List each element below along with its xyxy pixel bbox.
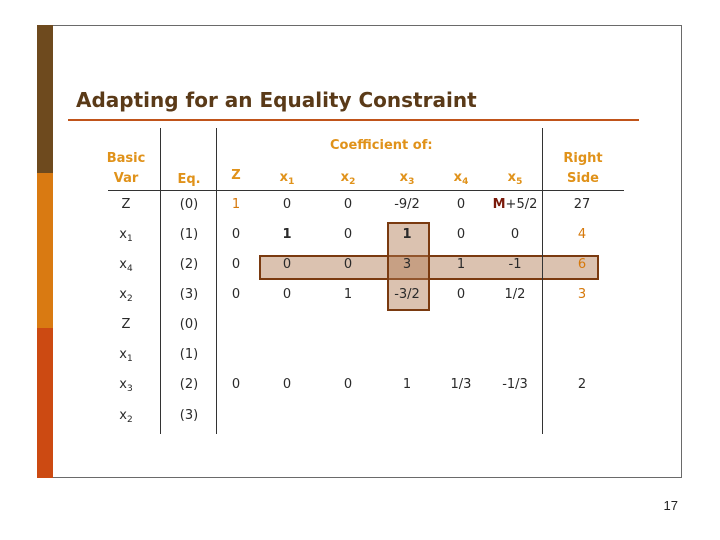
cell-x5 [488, 257, 542, 272]
slide-title: Adapting for an Equality Constraint [76, 88, 477, 112]
x5-value: -1 [508, 257, 522, 272]
cell-rhs: 4 [577, 227, 587, 242]
x1-base: x [279, 170, 289, 185]
basic-var-sub: 1 [126, 354, 133, 364]
cell-x2: 0 [343, 227, 353, 242]
cell-basic-var [106, 227, 146, 244]
col-header-basic-var [106, 149, 146, 189]
cell-eq: (0) [179, 317, 199, 332]
col-header-right-side-line2: Side [567, 171, 599, 186]
cell-x1: 0 [282, 197, 292, 212]
cell-x3: 3 [402, 257, 412, 272]
table-divider-bv [160, 128, 161, 434]
table-divider-rhs [542, 128, 543, 434]
x4-base: x [453, 170, 463, 185]
page-number: 17 [663, 498, 678, 513]
col-header-basic-var-line2: Var [113, 171, 139, 186]
cell-eq: (2) [179, 257, 199, 272]
cell-x4: 0 [456, 227, 466, 242]
col-header-x3 [392, 168, 422, 192]
cell-x2: 1 [343, 287, 353, 302]
basic-var-sub: 2 [126, 415, 133, 425]
accent-bar-orange [37, 173, 53, 328]
basic-var-base: Z [121, 197, 131, 212]
basic-var-base: x [119, 408, 127, 423]
x5-sub: 5 [516, 177, 523, 187]
x5-value: +5/2 [505, 197, 538, 212]
title-underline [68, 119, 639, 121]
col-header-right-side [560, 149, 606, 189]
cell-rhs: 3 [577, 287, 587, 302]
cell-x5 [488, 377, 542, 392]
cell-x3: 1 [402, 377, 412, 392]
col-header-x1 [272, 168, 302, 192]
cell-eq: (0) [179, 197, 199, 212]
col-header-x5 [500, 168, 530, 192]
cell-eq: (3) [179, 287, 199, 302]
cell-x1: 0 [282, 287, 292, 302]
cell-eq: (2) [179, 377, 199, 392]
table-header-rule [108, 190, 624, 191]
cell-x4: 1/3 [450, 377, 472, 392]
cell-z: 0 [231, 287, 241, 302]
cell-basic-var [106, 257, 146, 274]
table-divider-eq [216, 128, 217, 434]
col-header-z: Z [231, 168, 241, 183]
col-header-basic-var-line1: Basic [106, 151, 146, 166]
cell-x4: 1 [456, 257, 466, 272]
col-header-x4 [446, 168, 476, 192]
basic-var-base: x [119, 227, 127, 242]
basic-var-base: x [119, 347, 127, 362]
cell-x4: 0 [456, 197, 466, 212]
cell-x1: 1 [282, 227, 292, 242]
basic-var-sub: 1 [126, 234, 133, 244]
cell-x4: 0 [456, 287, 466, 302]
x2-base: x [340, 170, 350, 185]
cell-eq: (1) [179, 227, 199, 242]
cell-x1: 0 [282, 257, 292, 272]
cell-rhs: 6 [577, 257, 587, 272]
x2-sub: 2 [349, 177, 356, 187]
cell-x5 [488, 197, 542, 212]
accent-bar-red [37, 328, 53, 478]
cell-basic-var [106, 347, 146, 364]
x4-sub: 4 [462, 177, 469, 187]
col-header-x2 [333, 168, 363, 192]
x5-base: x [507, 170, 517, 185]
coefficient-of-header: Coefficient of: [330, 138, 433, 153]
cell-x5 [488, 287, 542, 302]
cell-z: 0 [231, 227, 241, 242]
cell-basic-var [106, 408, 146, 425]
basic-var-sub: 4 [126, 264, 133, 274]
x5-value: -1/3 [502, 377, 528, 392]
basic-var-sub: 3 [126, 384, 133, 394]
basic-var-base: x [119, 257, 127, 272]
cell-x3: 1 [402, 227, 412, 242]
col-header-eq: Eq. [177, 172, 201, 187]
cell-basic-var [106, 197, 146, 214]
cell-x1: 0 [282, 377, 292, 392]
x5-value: 1/2 [504, 287, 526, 302]
cell-x3: -3/2 [394, 287, 420, 302]
x5-value: 0 [510, 227, 520, 242]
cell-basic-var [106, 317, 146, 334]
col-header-right-side-line1: Right [563, 151, 603, 166]
accent-bar-brown [37, 25, 53, 173]
cell-basic-var [106, 377, 146, 394]
cell-z: 1 [231, 197, 241, 212]
cell-rhs: 2 [577, 377, 587, 392]
basic-var-sub: 2 [126, 294, 133, 304]
basic-var-base: Z [121, 317, 131, 332]
cell-x5 [488, 227, 542, 242]
cell-x2: 0 [343, 197, 353, 212]
cell-eq: (3) [179, 408, 199, 423]
cell-x3: -9/2 [394, 197, 420, 212]
basic-var-base: x [119, 377, 127, 392]
x3-base: x [399, 170, 409, 185]
cell-basic-var [106, 287, 146, 304]
cell-rhs: 27 [573, 197, 591, 212]
cell-z: 0 [231, 257, 241, 272]
cell-x2: 0 [343, 377, 353, 392]
cell-z: 0 [231, 377, 241, 392]
x1-sub: 1 [288, 177, 295, 187]
cell-x2: 0 [343, 257, 353, 272]
basic-var-base: x [119, 287, 127, 302]
x3-sub: 3 [408, 177, 415, 187]
cell-eq: (1) [179, 347, 199, 362]
big-m: M [492, 197, 506, 212]
